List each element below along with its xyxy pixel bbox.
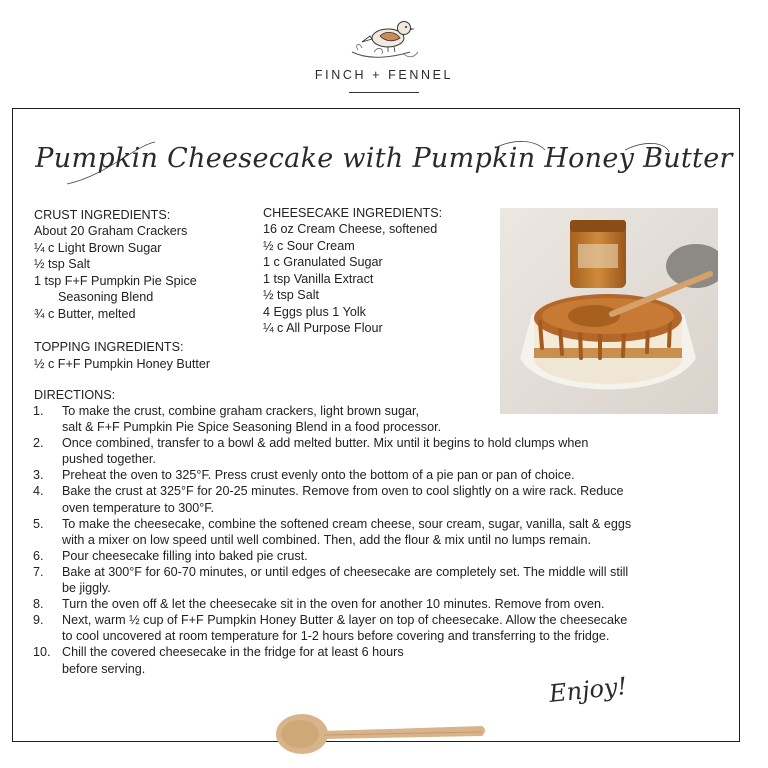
- direction-step: [33, 435, 631, 467]
- direction-step: [33, 467, 631, 483]
- step-number: 8.: [33, 597, 44, 612]
- recipe-title: Pumpkin Cheesecake with Pumpkin Honey Butter: [35, 143, 733, 174]
- cheesecake-item: 16 oz Cream Cheese, softened: [263, 222, 438, 236]
- step-line: pushed together.: [62, 452, 156, 467]
- direction-step: [33, 596, 631, 612]
- crust-item: ½ tsp Salt: [34, 257, 91, 271]
- step-line: Once combined, transfer to a bowl & add melted butter. Mix until it begins to hold clumps when: [62, 436, 589, 451]
- direction-step: [33, 516, 631, 548]
- step-number: 6.: [33, 548, 44, 563]
- step-line: Pour cheesecake filling into baked pie crust.: [62, 548, 308, 563]
- direction-step: [33, 483, 631, 515]
- cheesecake-item: ½ c Sour Cream: [263, 239, 355, 253]
- cheesecake-item: 4 Eggs plus 1 Yolk: [263, 305, 366, 319]
- cheesecake-item: 1 tsp Vanilla Extract: [263, 272, 374, 286]
- step-line: Preheat the oven to 325°F. Press crust evenly onto the bottom of a pie pan or pan of choice.: [62, 468, 575, 483]
- direction-step: [33, 612, 631, 644]
- brand-name: FINCH + FENNEL: [314, 68, 454, 82]
- step-line: Bake the crust at 325°F for 20-25 minutes. Remove from oven to cool slightly on a wire rack. Reduce: [62, 484, 624, 499]
- crust-item: Seasoning Blend: [58, 290, 154, 304]
- directions-list: [33, 403, 631, 677]
- direction-step: [33, 564, 631, 596]
- direction-step: [33, 548, 631, 564]
- directions-heading: DIRECTIONS:: [34, 388, 116, 402]
- direction-step: [33, 644, 631, 676]
- finch-bird-icon: [344, 12, 430, 64]
- step-number: 7.: [33, 564, 44, 579]
- step-line: Turn the oven off & let the cheesecake sit in the oven for another 10 minutes. Remove from oven.: [62, 597, 605, 612]
- step-line: To make the cheesecake, combine the softened cream cheese, sour cream, sugar, vanilla, salt & eggs: [62, 516, 632, 531]
- step-line: be jiggly.: [62, 581, 111, 596]
- cheesecake-item: 1 c Granulated Sugar: [263, 255, 383, 269]
- brand-logo: [0, 0, 768, 100]
- cheesecake-photo: [500, 208, 718, 414]
- step-line: with a mixer on low speed until well combined. Then, add the flour & mix until no lumps remain.: [62, 532, 591, 547]
- cheesecake-heading: CHEESECAKE INGREDIENTS:: [263, 206, 443, 220]
- cheesecake-item: ½ tsp Salt: [263, 288, 320, 302]
- step-number: 4.: [33, 484, 44, 499]
- step-number: 5.: [33, 516, 44, 531]
- step-number: 2.: [33, 436, 44, 451]
- topping-item: ½ c F+F Pumpkin Honey Butter: [34, 357, 211, 371]
- wooden-spoon-icon: [270, 704, 490, 764]
- direction-step: [33, 403, 631, 435]
- step-number: 3.: [33, 468, 44, 483]
- step-line: Chill the covered cheesecake in the fridge for at least 6 hours: [62, 645, 404, 660]
- crust-item: ¾ c Butter, melted: [34, 307, 136, 321]
- step-line: Next, warm ½ cup of F+F Pumpkin Honey Butter & layer on top of cheesecake. Allow the cheesecake: [62, 613, 628, 628]
- step-number: 9.: [33, 613, 44, 628]
- step-line: before serving.: [62, 661, 146, 676]
- cheesecake-item: ¼ c All Purpose Flour: [263, 321, 383, 335]
- step-number: 10.: [33, 645, 51, 660]
- topping-heading: TOPPING INGREDIENTS:: [34, 340, 184, 354]
- crust-item: 1 tsp F+F Pumpkin Pie Spice: [34, 274, 197, 288]
- step-line: oven temperature to 300°F.: [62, 500, 215, 515]
- step-line: To make the crust, combine graham crackers, light brown sugar,: [62, 404, 419, 418]
- brand-underline: [349, 92, 419, 93]
- step-line: Bake at 300°F for 60-70 minutes, or until edges of cheesecake are completely set. The middle will still: [62, 564, 629, 579]
- step-number: 1.: [33, 404, 44, 418]
- crust-item: ¼ c Light Brown Sugar: [34, 241, 162, 255]
- crust-heading: CRUST INGREDIENTS:: [34, 208, 171, 222]
- enjoy-signoff: Enjoy!: [547, 671, 629, 709]
- step-line: to cool uncovered at room temperature for 1-2 hours before covering and transferring to the fridge.: [62, 629, 610, 644]
- crust-item: About 20 Graham Crackers: [34, 224, 188, 238]
- step-line: salt & F+F Pumpkin Pie Spice Seasoning Blend in a food processor.: [62, 420, 442, 435]
